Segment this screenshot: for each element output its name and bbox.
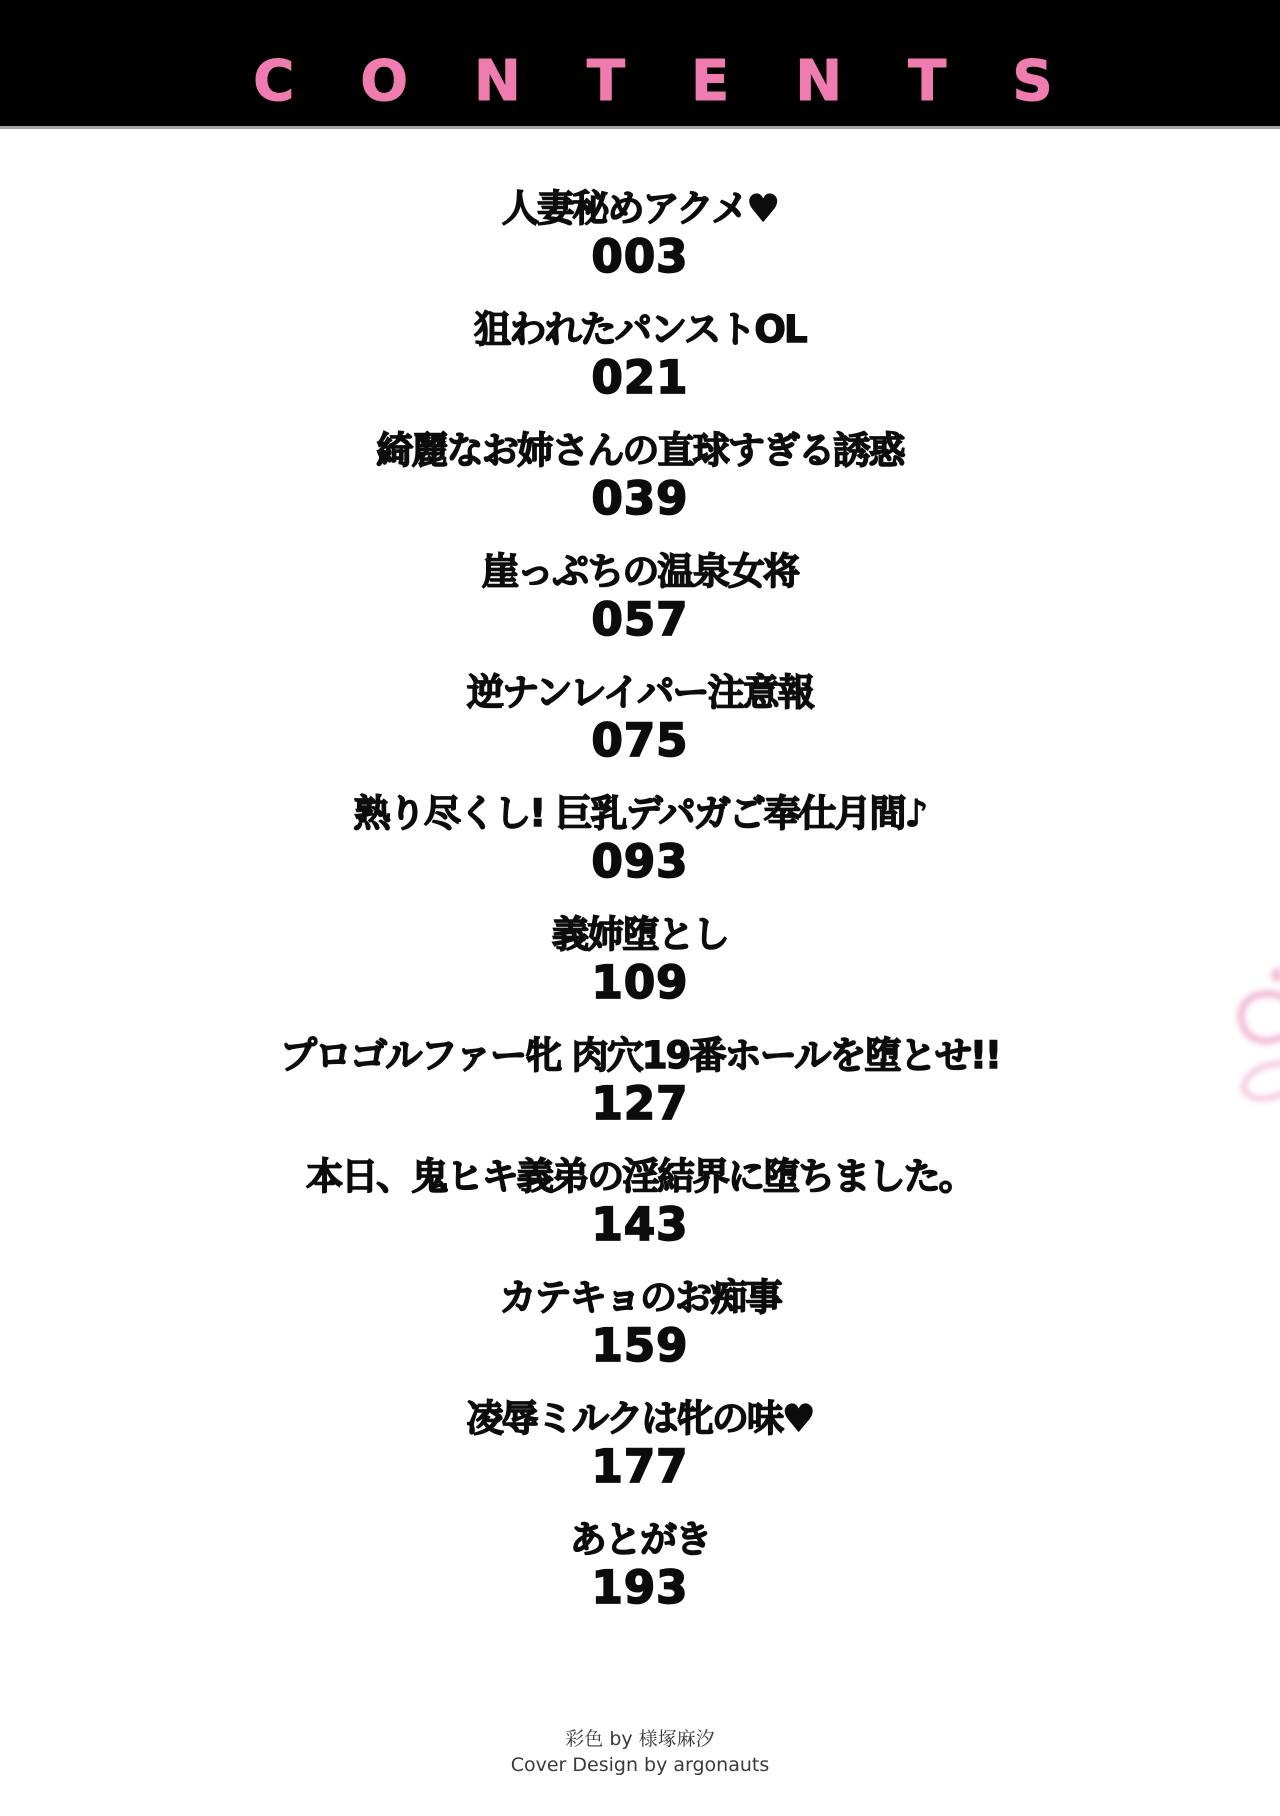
toc-entry (0, 669, 1280, 767)
toc-entry (0, 790, 1280, 888)
credit-line-cover-design: Cover Design by argonauts (510, 1754, 770, 1776)
toc-entry-title: あとがき (569, 1518, 711, 1561)
toc-entry-title: 本日、鬼ヒキ義弟の淫結界に堕ちました。 (306, 1155, 974, 1198)
toc-entry (0, 1153, 1280, 1251)
toc-list (0, 129, 1280, 1637)
toc-entry-page-number: 039 (591, 472, 689, 525)
toc-entry-title: 熟り尽くし! 巨乳デパガご奉仕月間♪ (353, 792, 927, 835)
toc-entry (0, 911, 1280, 1009)
toc-entry-page-number: 109 (591, 956, 689, 1009)
contents-header (0, 0, 1280, 129)
toc-entry (0, 1395, 1280, 1493)
credit-line-coloring: 彩色 by 様塚麻汐 (565, 1728, 715, 1750)
toc-entry-title: プロゴルファー牝 肉穴19番ホールを堕とせ!! (279, 1034, 1001, 1077)
toc-entry (0, 185, 1280, 283)
toc-entry-title: 逆ナンレイパー注意報 (466, 671, 814, 714)
toc-entry-title: 人妻秘めアクメ♥ (502, 187, 778, 230)
toc-entry-title: 綺麗なお姉さんの直球すぎる誘惑 (376, 429, 904, 472)
toc-entry-page-number: 075 (591, 714, 689, 767)
toc-entry (0, 1032, 1280, 1130)
toc-entry (0, 306, 1280, 404)
toc-entry-title: 義姉堕とし (552, 913, 728, 956)
toc-entry-page-number: 193 (591, 1561, 689, 1614)
toc-entry-title: 凌辱ミルクは牝の味♥ (466, 1397, 814, 1440)
toc-entry-page-number: 003 (591, 230, 689, 283)
toc-entry-page-number: 159 (591, 1319, 689, 1372)
toc-entry-page-number: 177 (591, 1440, 689, 1493)
toc-entry-title: 狙われたパンストOL (474, 308, 806, 351)
toc-entry-page-number: 143 (591, 1198, 689, 1251)
toc-entry (0, 1274, 1280, 1372)
toc-entry-page-number: 093 (591, 835, 689, 888)
toc-entry-page-number: 021 (591, 351, 689, 404)
contents-title: CONTENTS (253, 49, 1119, 114)
toc-entry-title: カテキョのお痴事 (499, 1276, 781, 1319)
toc-entry (0, 548, 1280, 646)
toc-entry-page-number: 057 (591, 593, 689, 646)
toc-entry-title: 崖っぷちの温泉女将 (481, 550, 799, 593)
toc-entry-page-number: 127 (591, 1077, 689, 1130)
toc-entry (0, 1516, 1280, 1614)
credits (0, 1726, 1280, 1778)
toc-entry (0, 427, 1280, 525)
